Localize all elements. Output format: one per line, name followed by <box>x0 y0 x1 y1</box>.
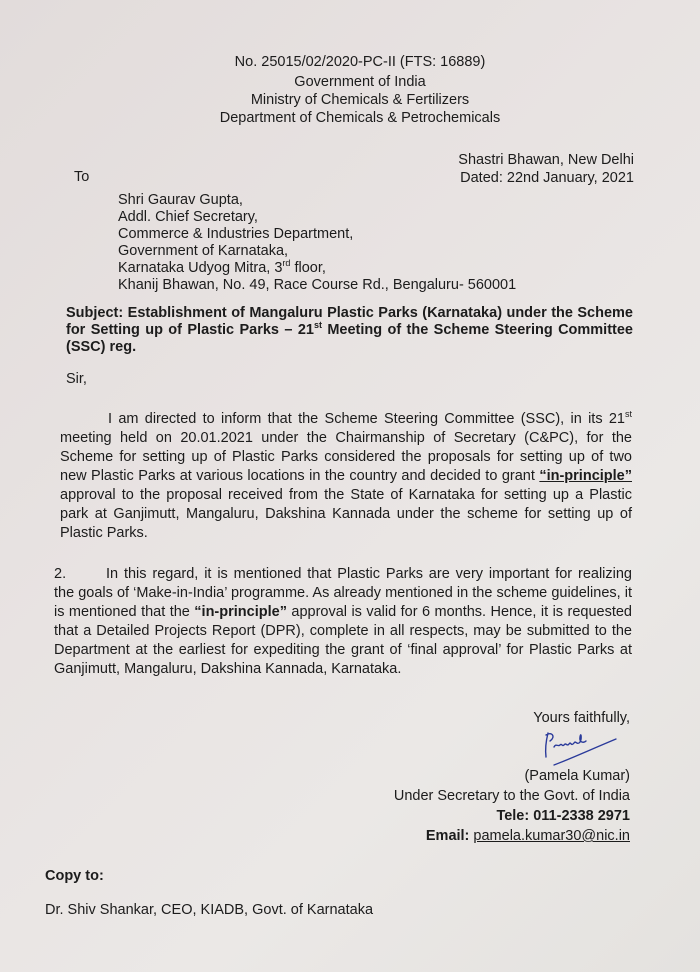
p1-text-a: I am directed to inform that the Scheme Steering Committee (SSC), in its 21 <box>108 411 625 427</box>
p1-text-b: meeting held on 20.01.2021 under the Chairmanship of Secretary (C&PC), for the Scheme for setting up of Plastic Parks considered the proposals for setting up of two new Plastic Parks at various locations in the country and decided to grant <box>60 430 632 484</box>
date: Dated: 22nd January, 2021 <box>460 170 634 186</box>
file-number: No. 25015/02/2020-PC-II (FTS: 16889) <box>234 54 486 70</box>
government-name: Government of India <box>294 74 426 90</box>
paragraph-2 <box>54 565 632 679</box>
addressee-office <box>118 260 516 277</box>
email-label: Email: <box>425 828 470 844</box>
ministry-name: Ministry of Chemicals & Fertilizers <box>250 92 470 108</box>
subject-sup: st <box>313 320 322 331</box>
department-name: Department of Chemicals & Petrochemicals <box>219 110 501 126</box>
p2-text-a: In this regard, it is mentioned that Plastic Parks are very important for realizing the goals of ‘Make-in-India’ programme. As already mentioned in the scheme guidelines, it is mentioned that the <box>54 566 632 620</box>
paragraph-1 <box>60 410 632 543</box>
addressee-designation: Addl. Chief Secretary, <box>118 209 258 225</box>
subject-line <box>66 305 633 356</box>
signatory-designation: Under Secretary to the Govt. of India <box>393 788 630 804</box>
addressee-name: Shri Gaurav Gupta, <box>118 192 243 208</box>
signatory-name: (Pamela Kumar) <box>524 768 630 784</box>
copy-to-label: Copy to: <box>45 868 104 884</box>
closing: Yours faithfully, <box>533 710 630 726</box>
p2-text-b: approval is valid for 6 months. Hence, it is requested that a Detailed Projects Report (DPR), complete in all respects, may be submitted to the Department at the earliest for expediting the grant of ‘final approval’ for Plastic Parks at Ganjimutt, Mangaluru, Dakshina Kannada, Karnataka. <box>54 604 632 677</box>
office-sup: rd <box>282 258 291 269</box>
addressee-block <box>118 192 516 294</box>
addressee-government: Government of Karnataka, <box>118 243 289 259</box>
place-date-block <box>458 151 634 187</box>
place: Shastri Bhawan, New Delhi <box>458 152 634 168</box>
paragraph-number: 2. <box>54 566 67 582</box>
subject-text-post: Meeting of the Scheme Steering Committee (SSC) reg. <box>66 322 633 355</box>
addressee-department: Commerce & Industries Department, <box>118 226 354 242</box>
signatory-phone: Tele: 011-2338 2971 <box>496 808 630 824</box>
salutation: Sir, <box>66 371 87 387</box>
subject-text: Subject: Establishment of Mangaluru Plastic Parks (Karnataka) under the Scheme for Setting up of Plastic Parks – 21 <box>66 305 633 338</box>
addressee-address: Khanij Bhawan, No. 49, Race Course Rd., Bengaluru- 560001 <box>118 277 517 293</box>
email-link[interactable]: pamela.kumar30@nic.in <box>473 828 630 844</box>
p2-emphasis: “in-principle” <box>194 604 287 620</box>
copy-to-recipient: Dr. Shiv Shankar, CEO, KIADB, Govt. of Karnataka <box>45 902 374 918</box>
p1-text-c: approval to the proposal received from the State of Karnataka for setting up a Plastic park at Ganjimutt, Mangaluru, Dakshina Kannada under the scheme for setting up of Plastic Parks. <box>60 487 632 541</box>
signatory-email-line <box>426 828 630 844</box>
office-text: Karnataka Udyog Mitra, 3 <box>118 260 283 276</box>
signature-image <box>540 725 620 770</box>
p1-sup: st <box>624 409 632 420</box>
to-label: To <box>74 169 90 185</box>
p1-emphasis: “in-principle” <box>539 468 632 484</box>
office-text-post: floor, <box>290 260 326 276</box>
